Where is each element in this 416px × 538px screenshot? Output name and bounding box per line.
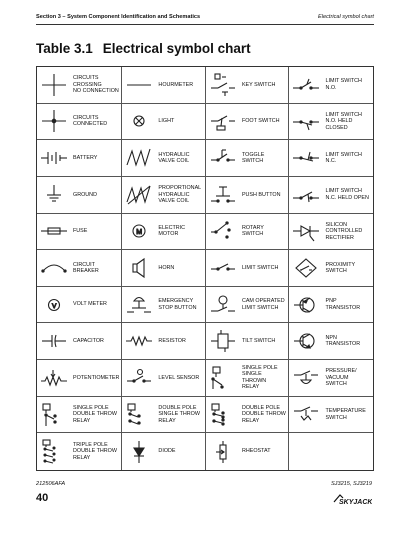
symbol-label: RHEOSTAT — [241, 448, 271, 455]
symbol-cell — [289, 177, 373, 214]
key-switch-icon — [206, 70, 240, 100]
symbol-cell — [206, 360, 290, 397]
symbol-cell — [37, 140, 122, 177]
scr-icon — [289, 216, 323, 246]
symbol-cell — [206, 140, 290, 177]
symbol-label: FOOT SWITCH — [241, 118, 280, 125]
limit-switch-held-closed-icon — [289, 106, 323, 136]
symbol-label: ELECTRIC MOTOR — [158, 224, 186, 238]
potentiometer-icon — [37, 363, 71, 393]
symbol-label: CIRCUIT BREAKER — [73, 261, 99, 274]
cam-switch-icon — [206, 290, 240, 320]
symbol-label: CAPACITOR — [73, 338, 104, 345]
symbol-cell — [37, 397, 122, 434]
symbol-label: DOUBLE POLE SINGLE THROW RELAY — [158, 404, 200, 424]
connected-icon — [37, 106, 71, 136]
symbol-cell — [206, 104, 290, 141]
symbol-label: POTENTIOMETER — [73, 374, 120, 381]
symbol-label: DOUBLE POLE DOUBLE THROW RELAY — [241, 404, 286, 424]
spst-relay-icon — [206, 363, 240, 393]
capacitor-icon — [37, 326, 71, 356]
symbol-cell — [122, 104, 206, 141]
header-divider — [36, 24, 374, 25]
symbol-cell — [37, 177, 122, 214]
symbol-cell — [122, 287, 206, 324]
symbol-cell — [122, 250, 206, 287]
symbol-cell — [37, 214, 122, 251]
symbol-label: SINGLE POLE DOUBLE THROW RELAY — [73, 404, 117, 424]
section-header: Section 3 – System Component Identification and Schematics — [36, 14, 201, 20]
symbol-label: LIGHT — [158, 118, 175, 125]
skyjack-logo — [332, 492, 372, 506]
limit-switch-icon — [206, 253, 240, 283]
svg-text:SKYJACK: SKYJACK — [339, 499, 372, 506]
spdt-relay-icon — [37, 400, 71, 430]
symbol-cell — [122, 397, 206, 434]
npn-icon — [289, 326, 323, 356]
crossing-icon — [37, 70, 71, 100]
rotary-switch-icon — [206, 216, 240, 246]
symbol-cell — [37, 323, 122, 360]
tpdt-relay-icon — [37, 437, 71, 467]
rheostat-icon — [206, 437, 240, 467]
symbol-label: PRESSURE/ VACUUM SWITCH — [325, 368, 357, 388]
valve-coil-icon — [122, 143, 156, 173]
pnp-icon — [289, 290, 323, 320]
symbol-cell — [289, 323, 373, 360]
table-title — [36, 41, 251, 56]
voltmeter-icon — [37, 290, 71, 320]
level-sensor-icon — [122, 363, 156, 393]
symbol-cell — [37, 433, 122, 470]
symbol-cell — [206, 214, 290, 251]
symbol-label: HORN — [158, 264, 175, 271]
symbol-cell — [289, 214, 373, 251]
push-button-icon — [206, 180, 240, 210]
svg-text:M: M — [136, 229, 143, 237]
symbol-label: CIRCUITS CROSSING NO CONNECTION — [73, 75, 119, 95]
table-number: Table 3.1 — [36, 41, 93, 56]
symbol-label: NPN TRANSISTOR — [325, 334, 361, 348]
symbol-cell — [206, 433, 290, 470]
symbol-label: RESISTOR — [158, 338, 186, 345]
ground-icon — [37, 180, 71, 210]
proportional-coil-icon — [122, 180, 156, 210]
symbol-label: CIRCUITS CONNECTED — [73, 115, 108, 128]
symbol-label: PROXIMITY SWITCH — [325, 261, 356, 274]
symbol-label: TEMPERATURE SWITCH — [325, 408, 366, 421]
symbol-label: SILICON CONTROLLED RECTIFIER — [325, 221, 363, 241]
light-icon — [122, 106, 156, 136]
symbol-cell — [289, 250, 373, 287]
horn-icon — [122, 253, 156, 283]
resistor-icon — [122, 326, 156, 356]
symbol-cell — [122, 67, 206, 104]
symbol-label: DIODE — [158, 448, 176, 455]
symbol-cell — [206, 397, 290, 434]
limit-switch-no-icon — [289, 70, 323, 100]
symbol-cell — [289, 140, 373, 177]
symbol-label: CAM OPERATED LIMIT SWITCH — [241, 298, 285, 311]
symbol-label: PUSH BUTTON — [241, 191, 281, 198]
symbol-label: TILT SWITCH — [241, 338, 276, 345]
motor-icon — [122, 216, 156, 246]
symbol-label: SINGLE POLE SINGLE THROWN RELAY — [241, 365, 278, 391]
symbol-cell — [289, 433, 373, 470]
symbol-label: EMERGENCY STOP BUTTON — [158, 298, 197, 311]
symbol-cell — [289, 104, 373, 141]
symbol-cell — [206, 177, 290, 214]
symbol-label: HYDRAULIC VALVE COIL — [158, 151, 190, 165]
symbol-cell — [122, 177, 206, 214]
symbol-label: LEVEL SENSOR — [158, 374, 200, 381]
table-title-text: Electrical symbol chart — [102, 41, 251, 56]
symbol-cell — [122, 360, 206, 397]
symbol-label: LIMIT SWITCH N.C. — [325, 151, 362, 165]
symbol-cell — [206, 323, 290, 360]
page-topic: Electrical symbol chart — [318, 14, 374, 20]
symbol-label: TRIPLE POLE DOUBLE THROW RELAY — [73, 442, 117, 461]
symbol-label: LIMIT SWITCH N.C. HELD OPEN — [325, 188, 369, 201]
limit-switch-held-open-icon — [289, 180, 323, 210]
symbol-label: ROTARY SWITCH — [241, 224, 264, 238]
svg-text:V: V — [52, 302, 57, 310]
symbol-cell — [37, 287, 122, 324]
symbol-cell — [122, 214, 206, 251]
document-code: 212506AFA — [36, 481, 66, 487]
symbol-cell — [289, 287, 373, 324]
dpdt-relay-icon — [206, 400, 240, 430]
symbol-label: BATTERY — [73, 154, 98, 161]
symbol-label: LIMIT SWITCH N.O. HELD CLOSED — [325, 111, 362, 131]
limit-switch-nc-icon — [289, 143, 323, 173]
symbol-cell — [37, 67, 122, 104]
symbol-label: GROUND — [73, 191, 97, 198]
symbol-cell — [122, 140, 206, 177]
breaker-icon — [37, 253, 71, 283]
tilt-switch-icon — [206, 326, 240, 356]
symbol-cell — [206, 67, 290, 104]
symbol-label: LIMIT SWITCH — [241, 264, 279, 271]
symbol-cell — [289, 67, 373, 104]
symbol-label: PNP TRANSISTOR — [325, 298, 361, 311]
symbol-label: HOURMETER — [158, 81, 194, 88]
proximity-switch-icon — [289, 253, 323, 283]
symbol-cell — [289, 360, 373, 397]
page-number: 40 — [36, 492, 49, 504]
symbol-label: LIMIT SWITCH N.O. — [325, 78, 362, 91]
hourmeter-icon — [122, 70, 156, 100]
symbol-cell — [122, 323, 206, 360]
symbol-cell — [122, 433, 206, 470]
symbol-cell — [206, 250, 290, 287]
foot-switch-icon — [206, 106, 240, 136]
symbol-label: PROPORTIONAL HYDRAULIC VALVE COIL — [158, 185, 202, 204]
battery-icon — [37, 143, 71, 173]
model-numbers: SJ3215, SJ3219 — [330, 481, 372, 487]
symbol-cell — [289, 397, 373, 434]
fuse-icon — [37, 216, 71, 246]
dpst-relay-icon — [122, 400, 156, 430]
estop-icon — [122, 290, 156, 320]
toggle-switch-icon — [206, 143, 240, 173]
pressure-switch-icon — [289, 363, 323, 393]
symbol-label: FUSE — [73, 228, 88, 235]
symbol-cell — [37, 104, 122, 141]
symbol-cell — [206, 287, 290, 324]
temperature-switch-icon — [289, 400, 323, 430]
symbol-table — [36, 66, 374, 471]
diode-icon — [122, 437, 156, 467]
symbol-label: VOLT METER — [73, 301, 107, 308]
symbol-label: TOGGLE SWITCH — [241, 151, 265, 165]
symbol-cell — [37, 250, 122, 287]
symbol-cell — [37, 360, 122, 397]
symbol-label: KEY SWITCH — [241, 81, 276, 88]
